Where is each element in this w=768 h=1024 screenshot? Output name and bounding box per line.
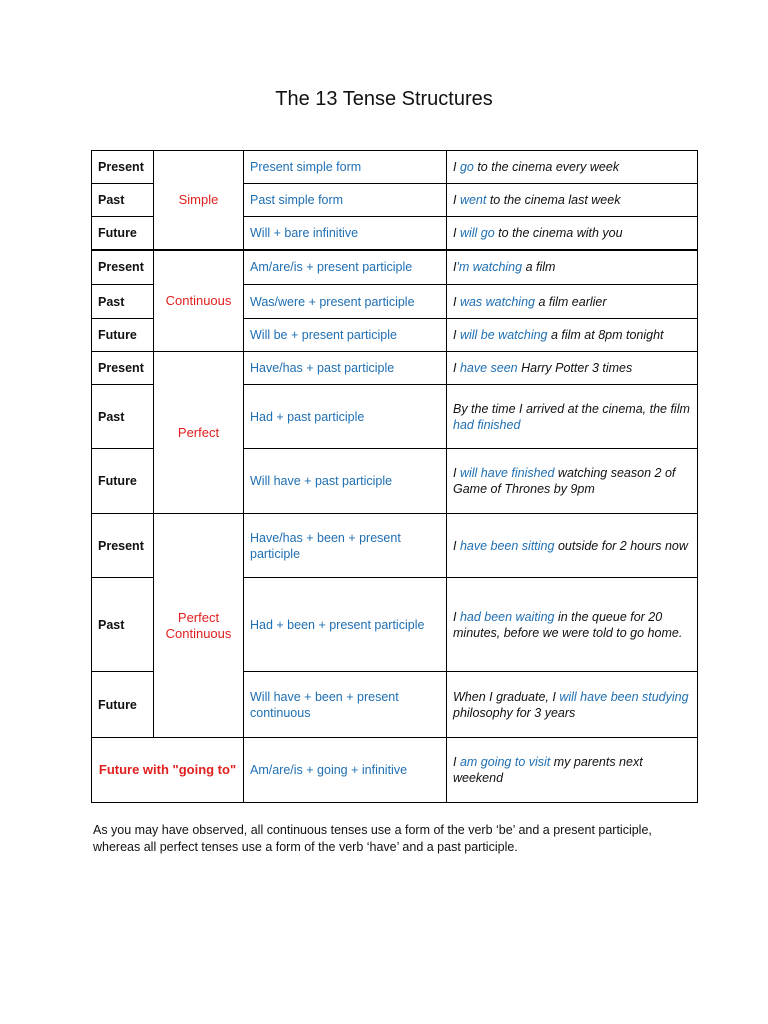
- example-cell: I have been sitting outside for 2 hours now: [447, 514, 698, 578]
- example-cell: I will go to the cinema with you: [447, 217, 698, 250]
- example-cell: I was watching a film earlier: [447, 285, 698, 319]
- time-cell: Present: [92, 151, 154, 184]
- aspect-cell: Perfect Continuous: [154, 514, 244, 738]
- table-row: [92, 250, 698, 285]
- example-cell: I had been waiting in the queue for 20 minutes, before we were told to go home.: [447, 578, 698, 672]
- time-cell: Present: [92, 352, 154, 385]
- form-cell: Have/has + past participle: [244, 352, 447, 385]
- form-cell: Will have + been + present continuous: [244, 672, 447, 738]
- time-cell: Future: [92, 449, 154, 514]
- table-row-going-to: [92, 738, 698, 803]
- example-cell: I have seen Harry Potter 3 times: [447, 352, 698, 385]
- footnote-paragraph: As you may have observed, all continuous tenses use a form of the verb ‘be’ and a present participle, whereas all perfect tenses use a form of the verb ‘have’ and a past participle.: [93, 823, 652, 854]
- example-cell: When I graduate, I will have been studying philosophy for 3 years: [447, 672, 698, 738]
- form-cell: Will + bare infinitive: [244, 217, 447, 250]
- page-title: The 13 Tense Structures: [275, 88, 493, 110]
- form-cell: Present simple form: [244, 151, 447, 184]
- form-cell: Was/were + present participle: [244, 285, 447, 319]
- example-cell: I went to the cinema last week: [447, 184, 698, 217]
- form-cell: Am/are/is + present participle: [244, 250, 447, 285]
- time-cell: Future: [92, 672, 154, 738]
- time-cell: Present: [92, 250, 154, 285]
- time-cell: Past: [92, 184, 154, 217]
- time-cell: Future: [92, 217, 154, 250]
- form-cell: Will have + past participle: [244, 449, 447, 514]
- form-cell: Will be + present participle: [244, 319, 447, 352]
- time-cell: Past: [92, 285, 154, 319]
- form-cell: Had + past participle: [244, 385, 447, 449]
- form-cell: Have/has + been + present participle: [244, 514, 447, 578]
- example-cell: I will be watching a film at 8pm tonight: [447, 319, 698, 352]
- time-cell: Past: [92, 385, 154, 449]
- example-cell: I'm watching a film: [447, 250, 698, 285]
- time-cell: Past: [92, 578, 154, 672]
- aspect-cell: Perfect: [154, 352, 244, 514]
- form-cell: Past simple form: [244, 184, 447, 217]
- time-cell: Future: [92, 319, 154, 352]
- table-row: [92, 151, 698, 184]
- example-cell: I am going to visit my parents next weekend: [447, 738, 698, 803]
- example-cell: I go to the cinema every week: [447, 151, 698, 184]
- form-cell: Am/are/is + going + infinitive: [244, 738, 447, 803]
- tense-table: [91, 150, 698, 803]
- going-to-label: Future with "going to": [92, 738, 244, 803]
- table-row: [92, 352, 698, 385]
- form-cell: Had + been + present participle: [244, 578, 447, 672]
- example-cell: I will have finished watching season 2 of Game of Thrones by 9pm: [447, 449, 698, 514]
- aspect-cell: Continuous: [154, 250, 244, 352]
- aspect-cell: Simple: [154, 151, 244, 250]
- example-cell: By the time I arrived at the cinema, the film had finished: [447, 385, 698, 449]
- time-cell: Present: [92, 514, 154, 578]
- table-row: [92, 514, 698, 578]
